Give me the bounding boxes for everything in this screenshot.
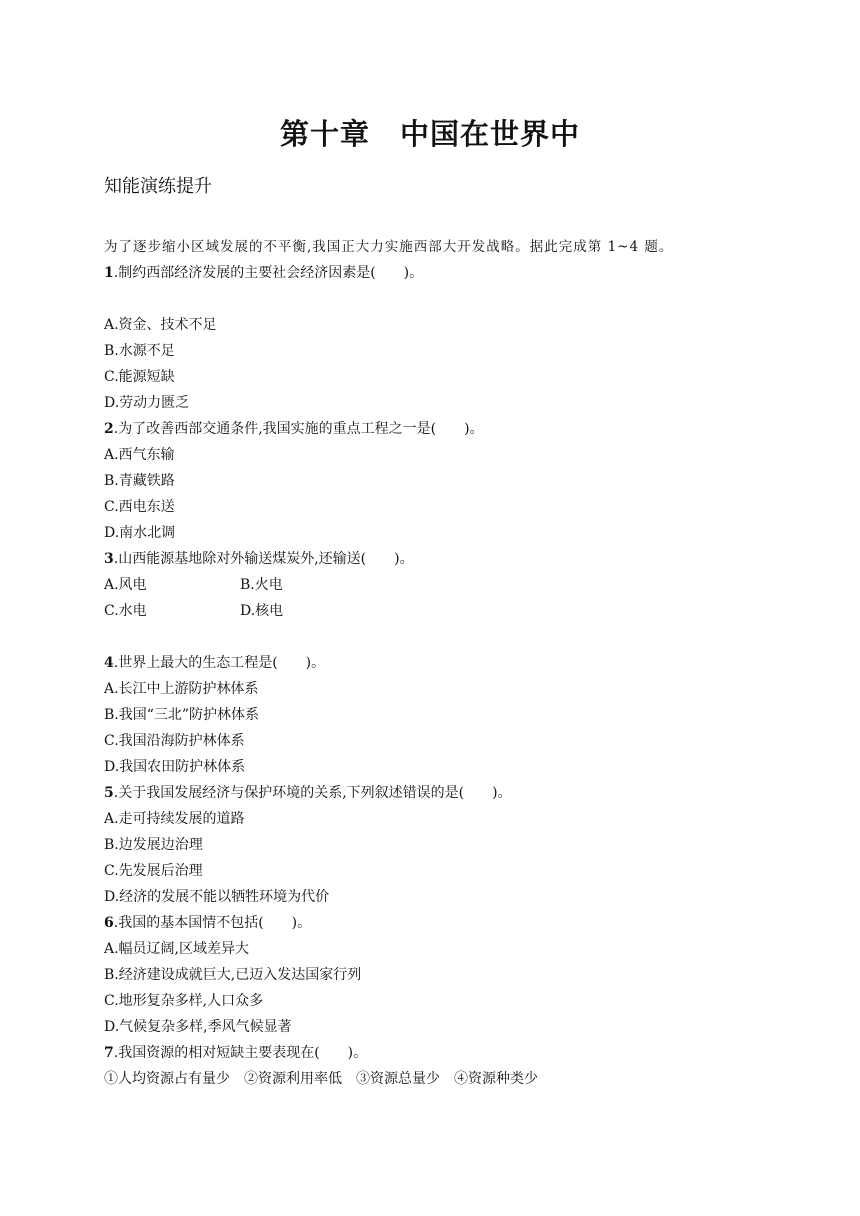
option-1b: B.水源不足 [104, 343, 175, 359]
option-6b: B.经济建设成就巨大,已迈入发达国家行列 [104, 967, 362, 983]
option-4c: C.我国沿海防护林体系 [104, 733, 245, 749]
question-number: 7 [104, 1045, 114, 1061]
option-6c: C.地形复杂多样,人口众多 [104, 993, 264, 1009]
option-2a: A.西气东输 [104, 447, 175, 463]
option-5b: B.边发展边治理 [104, 837, 203, 853]
option-3d: D.核电 [240, 603, 284, 619]
option-3b: B.火电 [240, 577, 283, 593]
option-1d: D.劳动力匮乏 [104, 395, 190, 411]
intro-text: 为了逐步缩小区域发展的不平衡,我国正大力实施西部大开发战略。据此完成第 1~4 题。 [104, 239, 674, 255]
question-number: 5 [104, 785, 114, 801]
option-5d: D.经济的发展不能以牺牲环境为代价 [104, 889, 330, 905]
options-row-3ab [104, 576, 283, 594]
question-1 [104, 264, 423, 282]
question-stem: .世界上最大的生态工程是( )。 [113, 655, 326, 671]
question-number: 4 [104, 655, 114, 671]
option-4a: A.长江中上游防护林体系 [104, 681, 259, 697]
question-stem: .关于我国发展经济与保护环境的关系,下列叙述错误的是( )。 [113, 785, 512, 801]
option-6d: D.气候复杂多样,季风气候显著 [104, 1019, 292, 1035]
question-7 [104, 1044, 367, 1062]
option-3a: A.风电 [104, 577, 147, 593]
option-5c: C.先发展后治理 [104, 863, 203, 879]
option-2b: B.青藏铁路 [104, 473, 175, 489]
question-7-items: ①人均资源占有量少 ②资源利用率低 ③资源总量少 ④资源种类少 [104, 1071, 538, 1087]
question-stem: .我国资源的相对短缺主要表现在( )。 [113, 1045, 368, 1061]
question-6 [104, 914, 311, 932]
options-row-3cd [104, 602, 284, 620]
question-stem: .我国的基本国情不包括( )。 [113, 915, 312, 931]
chapter-title: 第十章 中国在世界中 [279, 117, 580, 151]
question-2 [104, 420, 484, 438]
question-number: 1 [104, 265, 114, 281]
question-stem: .为了改善西部交通条件,我国实施的重点工程之一是( )。 [113, 421, 484, 437]
question-5 [104, 784, 512, 802]
question-stem: .制约西部经济发展的主要社会经济因素是( )。 [113, 265, 424, 281]
question-stem: .山西能源基地除对外输送煤炭外,还输送( )。 [113, 551, 414, 567]
option-5a: A.走可持续发展的道路 [104, 811, 245, 827]
question-number: 3 [104, 551, 114, 567]
option-3c: C.水电 [104, 603, 147, 619]
question-number: 2 [104, 421, 114, 437]
option-2d: D.南水北调 [104, 525, 176, 541]
option-6a: A.幅员辽阔,区域差异大 [104, 941, 250, 957]
section-heading: 知能演练提升 [104, 176, 212, 197]
option-4b: B.我国“三北”防护林体系 [104, 707, 260, 723]
question-4 [104, 654, 325, 672]
option-1a: A.资金、技术不足 [104, 317, 217, 333]
question-number: 6 [104, 915, 114, 931]
option-1c: C.能源短缺 [104, 369, 175, 385]
question-3 [104, 550, 414, 568]
option-4d: D.我国农田防护林体系 [104, 759, 246, 775]
option-2c: C.西电东送 [104, 499, 175, 515]
